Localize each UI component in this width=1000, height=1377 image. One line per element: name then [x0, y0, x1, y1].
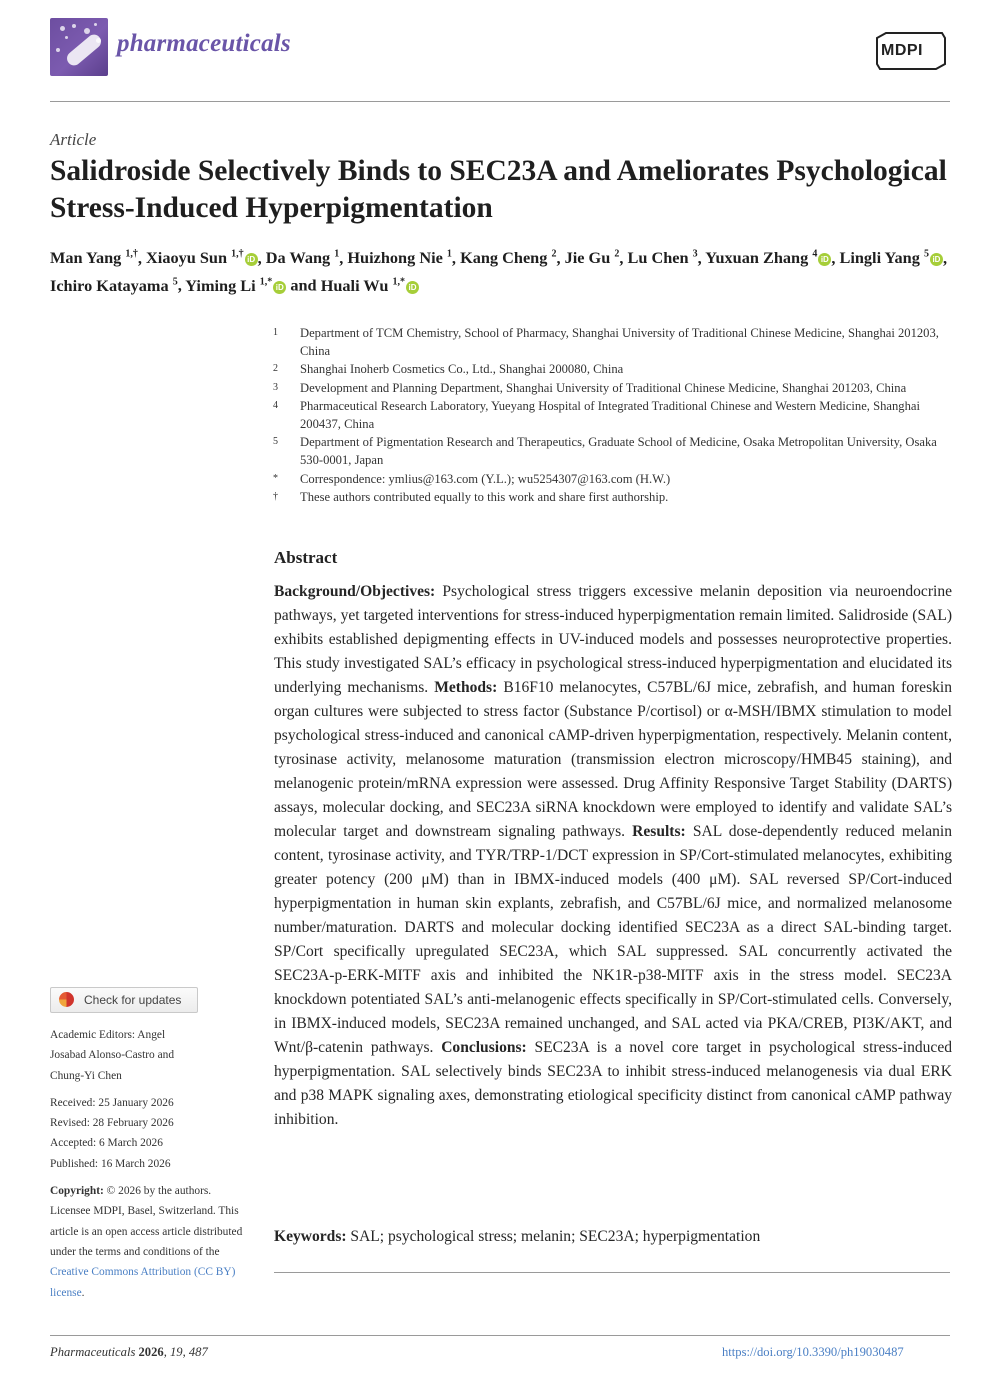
author-affiliation-mark: 4 [812, 249, 818, 260]
author-name: Huali Wu [320, 275, 389, 295]
footer-doi-link[interactable]: https://doi.org/10.3390/ph19030487 [722, 1345, 904, 1359]
author-affiliation-mark: 1,† [125, 249, 138, 260]
academic-editors: Academic Editors: Angel Josabad Alonso-Castro and Chung-Yi Chen [50, 1029, 175, 1082]
author-affiliation-mark: 1,† [231, 249, 244, 260]
journal-name[interactable]: pharmaceuticals [117, 30, 291, 57]
affiliation-item [270, 360, 960, 378]
revised-date: Revised: 28 February 2026 [50, 1117, 174, 1130]
abstract-section-label: Methods: [434, 679, 498, 696]
affiliation-text: These authors contributed equally to this work and share first authorship. [300, 489, 669, 504]
published-date: Published: 16 March 2026 [50, 1157, 171, 1170]
author-name: Huizhong Nie [347, 248, 443, 268]
affiliation-item [270, 379, 960, 397]
abstract-section-text: B16F10 melanocytes, C57BL/6J mice, zebrafish, and human foreskin organ cultures were subjected to stress factor (Substance P/cortisol) or α-MSH/IBMX stimulation to model psychological stress-induced and canonical cAMP-driven hyperpigmentation, respectively. Melanin content, tyrosinase activity, melanosome maturation (transmission electron microscopy/HMB45 staining), and melanogenic protein/mRNA expression were assessed. Drug Affinity Responsive Target Stability (DARTS) assays, molecular docking, and SEC23A siRNA knockdown were employed to identify and validate SAL’s molecular target and downstream signaling pathways. [274, 679, 953, 840]
orcid-icon[interactable]: iD [245, 253, 258, 266]
copyright-notice [50, 1181, 250, 1303]
accepted-date: Accepted: 6 March 2026 [50, 1137, 163, 1150]
author-affiliation-mark: 1 [334, 249, 340, 260]
author-affiliation-mark: 2 [551, 249, 557, 260]
abstract-section-label: Results: [632, 823, 686, 840]
affiliation-item [270, 470, 960, 488]
author[interactable] [50, 276, 178, 295]
affiliation-item [270, 488, 960, 506]
author-name: Lu Chen [627, 248, 689, 268]
author-affiliation-mark: 1,* [259, 276, 273, 288]
author[interactable] [565, 248, 620, 267]
author-name: Yuxuan Zhang [705, 248, 809, 268]
author-affiliation-mark: 1,* [392, 276, 405, 288]
author-name: Ichiro Katayama [50, 275, 169, 295]
affiliation-text: Department of TCM Chemistry, School of Pharmacy, Shanghai University of Traditional Chinese Medicine, Shanghai 201203, China [300, 326, 939, 359]
author-name: Jie Gu [564, 248, 611, 268]
orcid-icon[interactable]: iD [818, 253, 831, 266]
affiliation-text: Correspondence: ymlius@163.com (Y.L.); wu5254307@163.com (H.W.) [300, 471, 671, 486]
keywords-divider [274, 1272, 950, 1273]
abstract-section-text: Psychological stress triggers excessive melanin deposition via neuroendocrine pathways, yet targeted interventions for stress-induced hyperpigmentation remain limited. Salidroside (SAL) exhibits established depigmenting effects in UV-induced models and possesses neuroprotective properties. This study investigated SAL’s efficacy in psychological stress-induced hyperpigmentation and elucidated its underlying mechanisms. [274, 583, 952, 696]
abstract-section-label: Conclusions: [441, 1039, 527, 1056]
affiliation-mark: 4 [273, 399, 278, 411]
check-for-updates-button[interactable] [50, 987, 198, 1013]
footer-journal: Pharmaceuticals [50, 1345, 136, 1359]
orcid-icon[interactable]: iD [406, 281, 419, 294]
affiliation-mark: 2 [273, 363, 278, 375]
article-title: Salidroside Selectively Binds to SEC23A and Ameliorates Psychological Stress-Induced Hyperpigmentation [50, 155, 947, 224]
author[interactable] [460, 248, 556, 267]
affiliation-text: Pharmaceutical Research Laboratory, Yueyang Hospital of Integrated Traditional Chinese and Western Medicine, Shanghai 200437, China [300, 398, 920, 432]
author[interactable] [50, 248, 138, 267]
orcid-icon[interactable]: iD [930, 253, 943, 266]
affiliation-mark: 3 [273, 381, 278, 393]
author-name: Kang Cheng [460, 248, 548, 268]
header-divider [50, 101, 950, 102]
affiliation-mark: † [273, 490, 278, 502]
author[interactable] [705, 248, 831, 267]
copyright-text: © 2026 by the authors. Licensee MDPI, Basel, Switzerland. This article is an open access article distributed under the terms and conditions of the [50, 1185, 243, 1258]
abstract-section-text: SEC23A is a novel core target in psychological stress-induced hyperpigmentation. SAL selectively binds SEC23A to inhibit stress-induced melanogenesis via dual ERK and p38 MAPK signaling axes, demonstrating etiological specificity distinct from canonical cAMP pathway inhibition. [274, 1039, 952, 1128]
keywords-text: SAL; psychological stress; melanin; SEC23A; hyperpigmentation [346, 1228, 761, 1245]
footer-citation [50, 1345, 208, 1360]
author-name: Xiaoyu Sun [146, 248, 228, 268]
license-link[interactable]: Creative Commons Attribution (CC BY) license [50, 1266, 236, 1299]
copyright-end: . [81, 1286, 85, 1299]
abstract-heading: Abstract [274, 548, 338, 567]
author-affiliation-mark: 5 [923, 249, 929, 260]
footer-year: 2026 [138, 1345, 164, 1359]
author[interactable] [146, 248, 258, 267]
keywords [274, 1225, 954, 1249]
author-name: Lingli Yang [839, 248, 920, 268]
author-affiliation-mark: 2 [614, 249, 620, 260]
check-updates-label: Check for updates [84, 993, 182, 1007]
author[interactable] [321, 276, 419, 295]
check-updates-icon [59, 992, 74, 1007]
author[interactable] [628, 248, 698, 267]
affiliation-item [270, 397, 960, 433]
abstract-body [274, 580, 952, 1132]
orcid-icon[interactable]: iD [273, 281, 286, 294]
affiliation-text: Shanghai Inoherb Cosmetics Co., Ltd., Shanghai 200080, China [300, 362, 624, 377]
publisher-logo-text: MDPI [881, 42, 923, 59]
article-info-sidebar [50, 1025, 255, 1303]
author-affiliation-mark: 3 [692, 249, 698, 260]
affiliation-item [270, 433, 960, 469]
author-list: Man Yang $^{1,\dagger}$, Xiaoyu Sun $^{1,\dagger}$ iD , Da Wang $^1$, Huizhong Nie $^1$, Kang Cheng $^2$, Jie Gu $^2$, Lu Chen $^3$, Yuxuan Zhang $^4$ iD , Lingli Yang $^5$ iD , Ichiro Katayama $^5$, Yiming Li $^{1,*}$ iD and Huali Wu $^{1,*}$ iD [50, 248, 948, 295]
affiliation-mark: * [273, 472, 278, 484]
received-date: Received: 25 January 2026 [50, 1096, 174, 1109]
affiliations-list [270, 324, 960, 506]
author-affiliation-mark: 5 [172, 276, 178, 288]
affiliation-text: Department of Pigmentation Research and Therapeutics, Graduate School of Medicine, Osaka Metropolitan University, Osaka 530-0001, Japan [300, 435, 937, 468]
article-type: Article [50, 130, 97, 149]
author-name: Da Wang [265, 248, 331, 268]
mdpi-logo-icon[interactable] [874, 30, 948, 72]
abstract-section-text: SAL dose-dependently reduced melanin content, tyrosinase activity, and TYR/TRP-1/DCT expression in SP/Cort-stimulated melanocytes, exhibiting greater potency (200 μM) than in IBMX-induced models (400 μM). SAL reversed SP/Cort-induced hyperpigmentation in human skin explants, zebrafish, and C57BL/6J mice, and normalized melanosome number/maturation. DARTS and molecular docking identified SEC23A as a direct SAL-binding target. SP/Cort specifically upregulated SEC23A, which SAL suppressed. SAL concurrently activated the SEC23A-p-ERK-MITF axis and inhibited the NK1R-p38-MITF axis in the stress model. SEC23A knockdown potentiated SAL’s anti-melanogenic effects specifically in SP/Cort-stimulated cells. Conversely, in IBMX-induced models, SEC23A remained unchanged, and SAL acted via PKA/CREB, PI3K/AKT, and Wnt/β-catenin pathways. [274, 823, 952, 1056]
author-name: Yiming Li [185, 275, 256, 295]
affiliation-item [270, 324, 960, 360]
copyright-label: Copyright: [50, 1185, 104, 1198]
affiliation-mark: 1 [273, 327, 278, 338]
affiliation-text: Development and Planning Department, Shanghai University of Traditional Chinese Medicine, Shanghai 201203, China [300, 380, 907, 395]
keywords-label: Keywords: [274, 1228, 347, 1245]
footer-volume-issue: , 19, 487 [163, 1345, 208, 1359]
author-affiliation-mark: 1 [446, 249, 452, 260]
author[interactable] [185, 276, 286, 295]
author[interactable] [839, 248, 942, 267]
author-name: Man Yang [50, 248, 122, 268]
authors-conjunction: and [290, 275, 317, 295]
abstract-section-label: Background/Objectives: [274, 583, 436, 600]
pill-logo-icon [50, 18, 108, 76]
affiliation-mark: 5 [273, 436, 278, 448]
footer-divider [50, 1335, 950, 1336]
author[interactable] [266, 248, 339, 267]
author[interactable] [347, 248, 452, 267]
